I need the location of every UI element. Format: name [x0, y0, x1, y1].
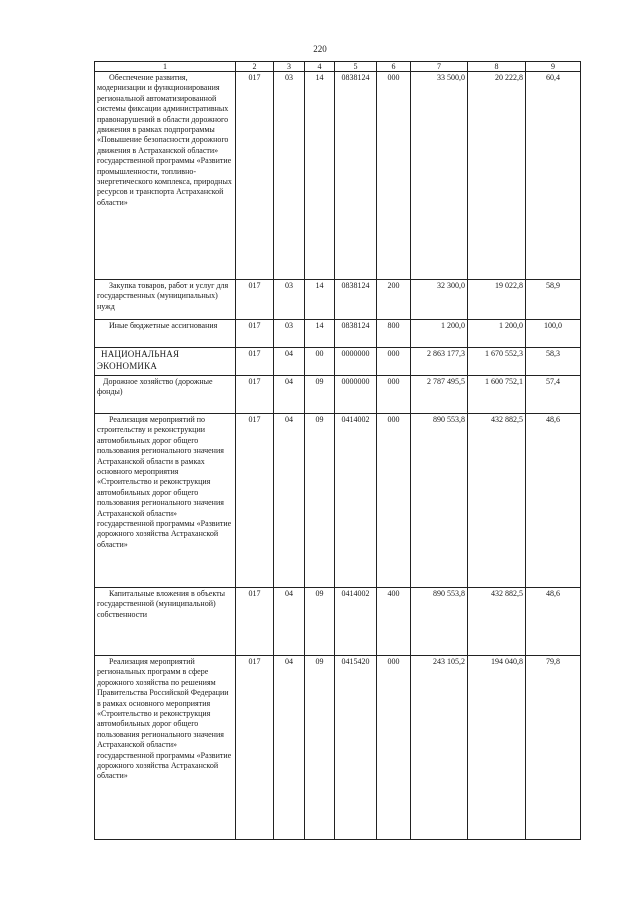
header-col-1: 1 — [95, 62, 236, 72]
row-target-code: 0000000 — [335, 376, 377, 414]
row-section-code: 04 — [274, 656, 305, 840]
row-section-code: 03 — [274, 320, 305, 348]
row-executed-amount: 20 222,8 — [468, 72, 526, 280]
table-row — [95, 348, 581, 376]
row-execution-percent: 100,0 — [526, 320, 581, 348]
row-planned-amount: 32 300,0 — [411, 280, 468, 320]
row-planned-amount: 2 787 495,5 — [411, 376, 468, 414]
row-subsection-code: 09 — [305, 376, 335, 414]
row-planned-amount: 243 105,2 — [411, 656, 468, 840]
row-expense-type-code: 200 — [377, 280, 411, 320]
row-executed-amount: 432 882,5 — [468, 414, 526, 588]
table-row — [95, 656, 581, 840]
row-execution-percent: 79,8 — [526, 656, 581, 840]
row-executed-amount: 1 600 752,1 — [468, 376, 526, 414]
budget-table — [94, 61, 581, 840]
row-ministry-code: 017 — [236, 348, 274, 376]
row-target-code: 0415420 — [335, 656, 377, 840]
row-expense-type-code: 000 — [377, 376, 411, 414]
header-col-8: 8 — [468, 62, 526, 72]
row-executed-amount: 19 022,8 — [468, 280, 526, 320]
row-expense-type-code: 400 — [377, 588, 411, 656]
row-planned-amount: 890 553,8 — [411, 414, 468, 588]
row-planned-amount: 1 200,0 — [411, 320, 468, 348]
table-row — [95, 320, 581, 348]
row-section-code: 04 — [274, 376, 305, 414]
header-col-4: 4 — [305, 62, 335, 72]
row-target-code: 0838124 — [335, 72, 377, 280]
row-name: Реализация мероприятий региональных программ в сфере дорожного хозяйства по решениям Правительства Российской Федерации в рамках основного мероприятия «Строительство и реконструкция автомобильных дорог общего пользования регионального значения Астраханской области» государственной программы «Развитие дорожного хозяйства Астраханской области» — [95, 656, 236, 840]
header-col-2: 2 — [236, 62, 274, 72]
table-row — [95, 414, 581, 588]
table-row — [95, 280, 581, 320]
row-target-code: 0838124 — [335, 320, 377, 348]
row-execution-percent: 58,9 — [526, 280, 581, 320]
row-name: Дорожное хозяйство (дорожные фонды) — [95, 376, 236, 414]
row-target-code: 0414002 — [335, 588, 377, 656]
table-row — [95, 72, 581, 280]
row-name: Иные бюджетные ассигнования — [95, 320, 236, 348]
row-name: Закупка товаров, работ и услуг для государственных (муниципальных) нужд — [95, 280, 236, 320]
table-row — [95, 588, 581, 656]
row-execution-percent: 57,4 — [526, 376, 581, 414]
row-subsection-code: 14 — [305, 280, 335, 320]
row-section-code: 03 — [274, 72, 305, 280]
header-col-7: 7 — [411, 62, 468, 72]
row-ministry-code: 017 — [236, 320, 274, 348]
row-expense-type-code: 000 — [377, 348, 411, 376]
header-row — [95, 62, 581, 72]
row-executed-amount: 194 040,8 — [468, 656, 526, 840]
row-name: Обеспечение развития, модернизации и функционирования региональной автоматизированной системы фиксации административных правонарушений в области дорожного движения в рамках подпрограммы «Повышение безопасности дорожного движения в Астраханской области» государственной программы «Развитие промышленности, топливно-энергетического комплекса, природных ресурсов и транспорта Астраханской области» — [95, 72, 236, 280]
row-executed-amount: 1 670 552,3 — [468, 348, 526, 376]
row-ministry-code: 017 — [236, 588, 274, 656]
row-expense-type-code: 000 — [377, 414, 411, 588]
row-section-code: 04 — [274, 414, 305, 588]
row-subsection-code: 14 — [305, 320, 335, 348]
row-executed-amount: 1 200,0 — [468, 320, 526, 348]
row-expense-type-code: 000 — [377, 72, 411, 280]
row-name: НАЦИОНАЛЬНАЯ ЭКОНОМИКА — [95, 348, 236, 376]
row-target-code: 0838124 — [335, 280, 377, 320]
row-name: Капитальные вложения в объекты государственной (муниципальной) собственности — [95, 588, 236, 656]
row-subsection-code: 09 — [305, 588, 335, 656]
header-col-3: 3 — [274, 62, 305, 72]
row-subsection-code: 00 — [305, 348, 335, 376]
table-row — [95, 376, 581, 414]
row-section-code: 03 — [274, 280, 305, 320]
header-col-9: 9 — [526, 62, 581, 72]
row-expense-type-code: 000 — [377, 656, 411, 840]
row-ministry-code: 017 — [236, 414, 274, 588]
row-expense-type-code: 800 — [377, 320, 411, 348]
row-planned-amount: 33 500,0 — [411, 72, 468, 280]
row-subsection-code: 09 — [305, 414, 335, 588]
row-subsection-code: 14 — [305, 72, 335, 280]
row-execution-percent: 58,3 — [526, 348, 581, 376]
row-section-code: 04 — [274, 348, 305, 376]
row-section-code: 04 — [274, 588, 305, 656]
row-execution-percent: 48,6 — [526, 414, 581, 588]
row-execution-percent: 60,4 — [526, 72, 581, 280]
page-number: 220 — [313, 44, 327, 54]
row-name: Реализация мероприятий по строительству и реконструкции автомобильных дорог общего пользования регионального значения Астраханской области в рамках основного мероприятия «Строительство и реконструкция автомобильных дорог общего пользования регионального значения Астраханской области» государственной программы «Развитие дорожного хозяйства Астраханской области» — [95, 414, 236, 588]
header-col-6: 6 — [377, 62, 411, 72]
row-executed-amount: 432 882,5 — [468, 588, 526, 656]
row-subsection-code: 09 — [305, 656, 335, 840]
row-ministry-code: 017 — [236, 72, 274, 280]
row-ministry-code: 017 — [236, 376, 274, 414]
row-ministry-code: 017 — [236, 280, 274, 320]
row-target-code: 0414002 — [335, 414, 377, 588]
row-planned-amount: 2 863 177,3 — [411, 348, 468, 376]
row-target-code: 0000000 — [335, 348, 377, 376]
row-execution-percent: 48,6 — [526, 588, 581, 656]
row-planned-amount: 890 553,8 — [411, 588, 468, 656]
row-ministry-code: 017 — [236, 656, 274, 840]
header-col-5: 5 — [335, 62, 377, 72]
